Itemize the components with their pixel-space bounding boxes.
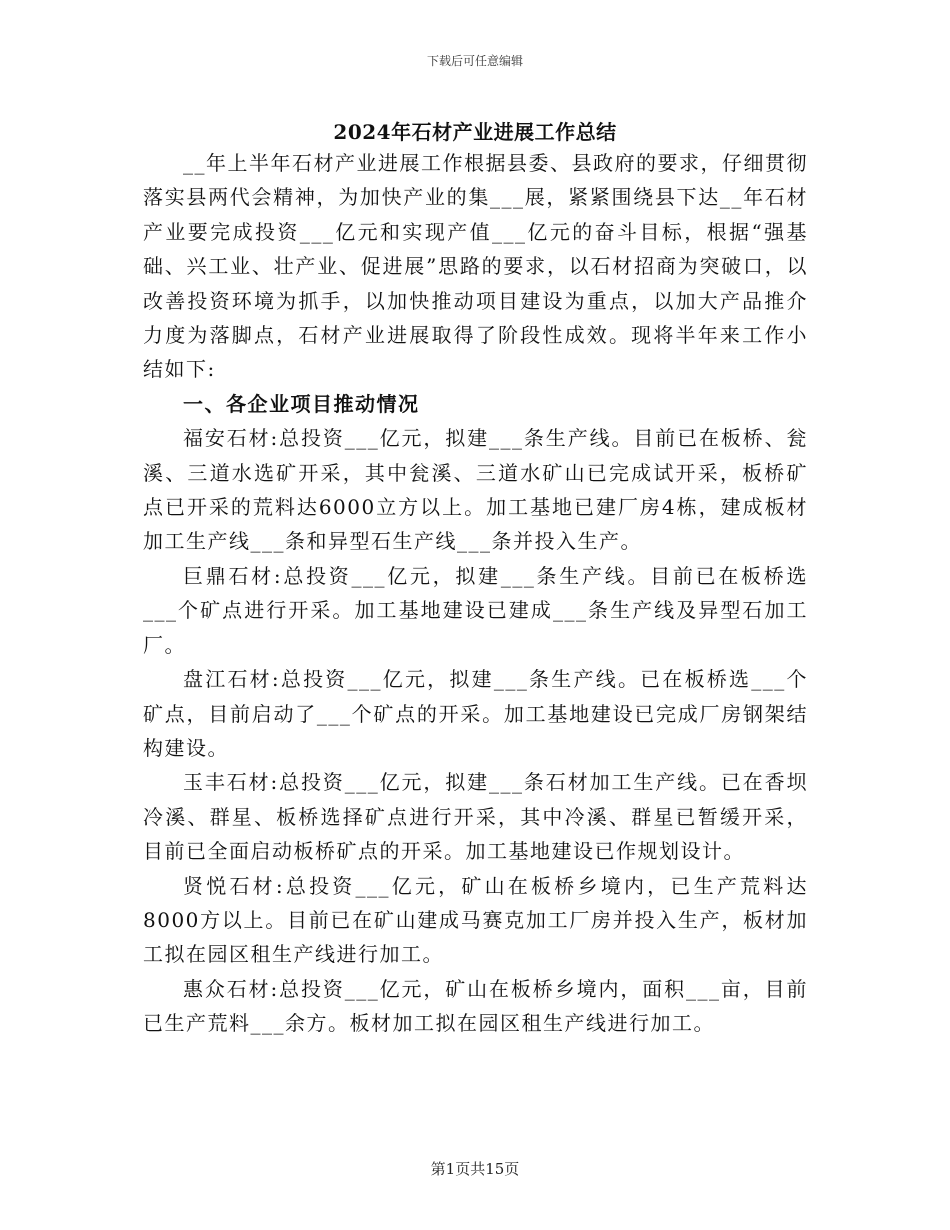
paragraph-juding: 巨鼎石材:总投资___亿元，拟建___条生产线。目前已在板桥选___个矿点进行开采。加工基地建设已建成___条生产线及异型石加工厂。 [143, 563, 808, 657]
page-footer: 第1页共15页 [430, 1160, 520, 1178]
page-header: 下载后可任意编辑 [426, 54, 523, 68]
intro-paragraph: __年上半年石材产业进展工作根据县委、县政府的要求，仔细贯彻落实县两代会精神，为加快产业的集___展，紧紧围绕县下达__年石材产业要完成投资___亿元和实现产值___亿元的奋斗目标，根据“强基础、兴工业、壮产业、促进展”思路的要求，以石材招商为突破口，以改善投资环境为抓手，以加快推动项目建设为重点，以加大产品推介力度为落脚点，石材产业进展取得了阶段性成效。现将半年来工作小结如下: [143, 151, 808, 382]
paragraph-fuan: 福安石材:总投资___亿元，拟建___条生产线。目前已在板桥、瓮溪、三道水选矿开采，其中瓮溪、三道水矿山已完成试开采，板桥矿点已开采的荒料达6000立方以上。加工基地已建厂房4栋，建成板材加工生产线___条和异型石生产线___条并投入生产。 [143, 426, 808, 554]
paragraph-xianyue: 贤悦石材:总投资___亿元，矿山在板桥乡境内，已生产荒料达8000方以上。目前已在矿山建成马赛克加工厂房并投入生产，板材加工拟在园区租生产线进行加工。 [143, 873, 808, 967]
paragraph-huizhong: 惠众石材:总投资___亿元，矿山在板桥乡境内，面积___亩，目前已生产荒料___余方。板材加工拟在园区租生产线进行加工。 [143, 976, 808, 1036]
document-body [143, 146, 808, 1041]
document-title: 2024年石材产业进展工作总结 [333, 120, 617, 144]
paragraph-yufeng: 玉丰石材:总投资___亿元，拟建___条石材加工生产线。已在香坝冷溪、群星、板桥选择矿点进行开采，其中冷溪、群星已暂缓开采，目前已全面启动板桥矿点的开采。加工基地建设已作规划设计。 [143, 770, 808, 864]
paragraph-panjiang: 盘江石材:总投资___亿元，拟建___条生产线。已在板桥选___个矿点，目前启动了___个矿点的开采。加工基地建设已完成厂房钢架结构建设。 [143, 667, 808, 760]
section-heading: 一、各企业项目推动情况 [183, 391, 420, 416]
